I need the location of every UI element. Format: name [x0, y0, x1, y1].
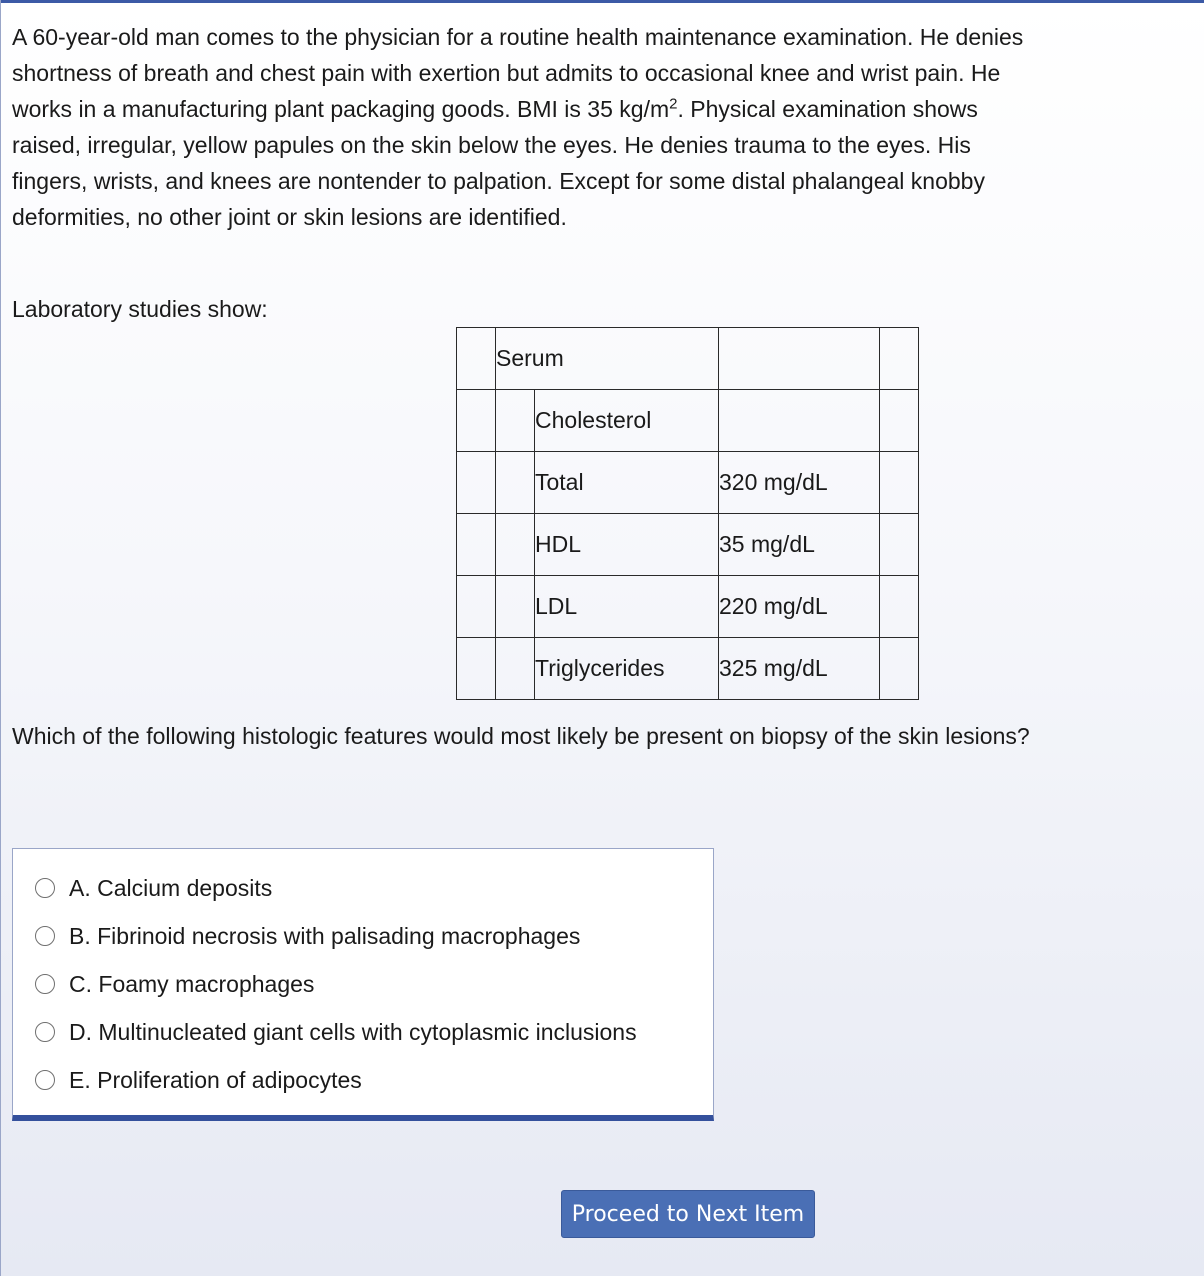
- lab-table-row: [457, 390, 919, 452]
- answer-choice-label: A. Calcium deposits: [69, 874, 273, 901]
- lab-table-row: [457, 514, 919, 576]
- radio-button-icon[interactable]: [35, 974, 55, 994]
- answer-choice-label: C. Foamy macrophages: [69, 970, 315, 997]
- radio-button-icon[interactable]: [35, 1022, 55, 1042]
- answer-choices-panel: [12, 848, 714, 1121]
- lab-section-label: Serum: [496, 328, 719, 390]
- lab-subsection-label: Cholesterol: [535, 390, 719, 452]
- stem-text-part1: A 60-year-old man comes to the physician for a routine health maintenance examination. He denies shortness of breath and chest pain with exertion but admits to occasional knee and wrist pain. He works in a manufacturing plant packaging goods. BMI is 35 kg/m: [12, 24, 1024, 122]
- top-accent-bar: [0, 0, 1204, 3]
- lab-value: 325 mg/dL: [719, 638, 880, 700]
- answer-choice-e[interactable]: [35, 1063, 362, 1097]
- lab-table-row: [457, 452, 919, 514]
- lab-table-row: [457, 576, 919, 638]
- answer-choice-label: E. Proliferation of adipocytes: [69, 1066, 362, 1093]
- left-border: [0, 0, 1, 1276]
- lab-value: 220 mg/dL: [719, 576, 880, 638]
- radio-button-icon[interactable]: [35, 878, 55, 898]
- answer-choice-a[interactable]: [35, 871, 272, 905]
- question-stem: [12, 19, 1052, 235]
- question-prompt: Which of the following histologic features would most likely be present on biopsy of the skin lesions?: [12, 723, 1030, 749]
- radio-button-icon[interactable]: [35, 926, 55, 946]
- lab-name: Triglycerides: [535, 638, 719, 700]
- stem-superscript: 2: [669, 95, 678, 113]
- lab-intro: Laboratory studies show:: [12, 296, 268, 322]
- lab-table: [456, 327, 919, 700]
- answer-choice-label: B. Fibrinoid necrosis with palisading macrophages: [69, 922, 581, 949]
- answer-choice-b[interactable]: [35, 919, 580, 953]
- lab-name: HDL: [535, 514, 719, 576]
- stem-text-part2: . Physical examination shows raised, irregular, yellow papules on the skin below the eyes. He denies trauma to the eyes. His fingers, wrists, and knees are nontender to palpation. Except for some distal phalangeal knobby deformities, no other joint or skin lesions are identified.: [12, 96, 985, 230]
- answer-choice-d[interactable]: [35, 1015, 637, 1049]
- lab-value: 35 mg/dL: [719, 514, 880, 576]
- lab-table-row: [457, 638, 919, 700]
- lab-name: LDL: [535, 576, 719, 638]
- lab-table-row: [457, 328, 919, 390]
- answer-choice-label: D. Multinucleated giant cells with cytoplasmic inclusions: [69, 1018, 637, 1045]
- lab-value: 320 mg/dL: [719, 452, 880, 514]
- answer-choice-c[interactable]: [35, 967, 314, 1001]
- radio-button-icon[interactable]: [35, 1070, 55, 1090]
- proceed-next-item-button[interactable]: Proceed to Next Item: [561, 1190, 815, 1238]
- lab-name: Total: [535, 452, 719, 514]
